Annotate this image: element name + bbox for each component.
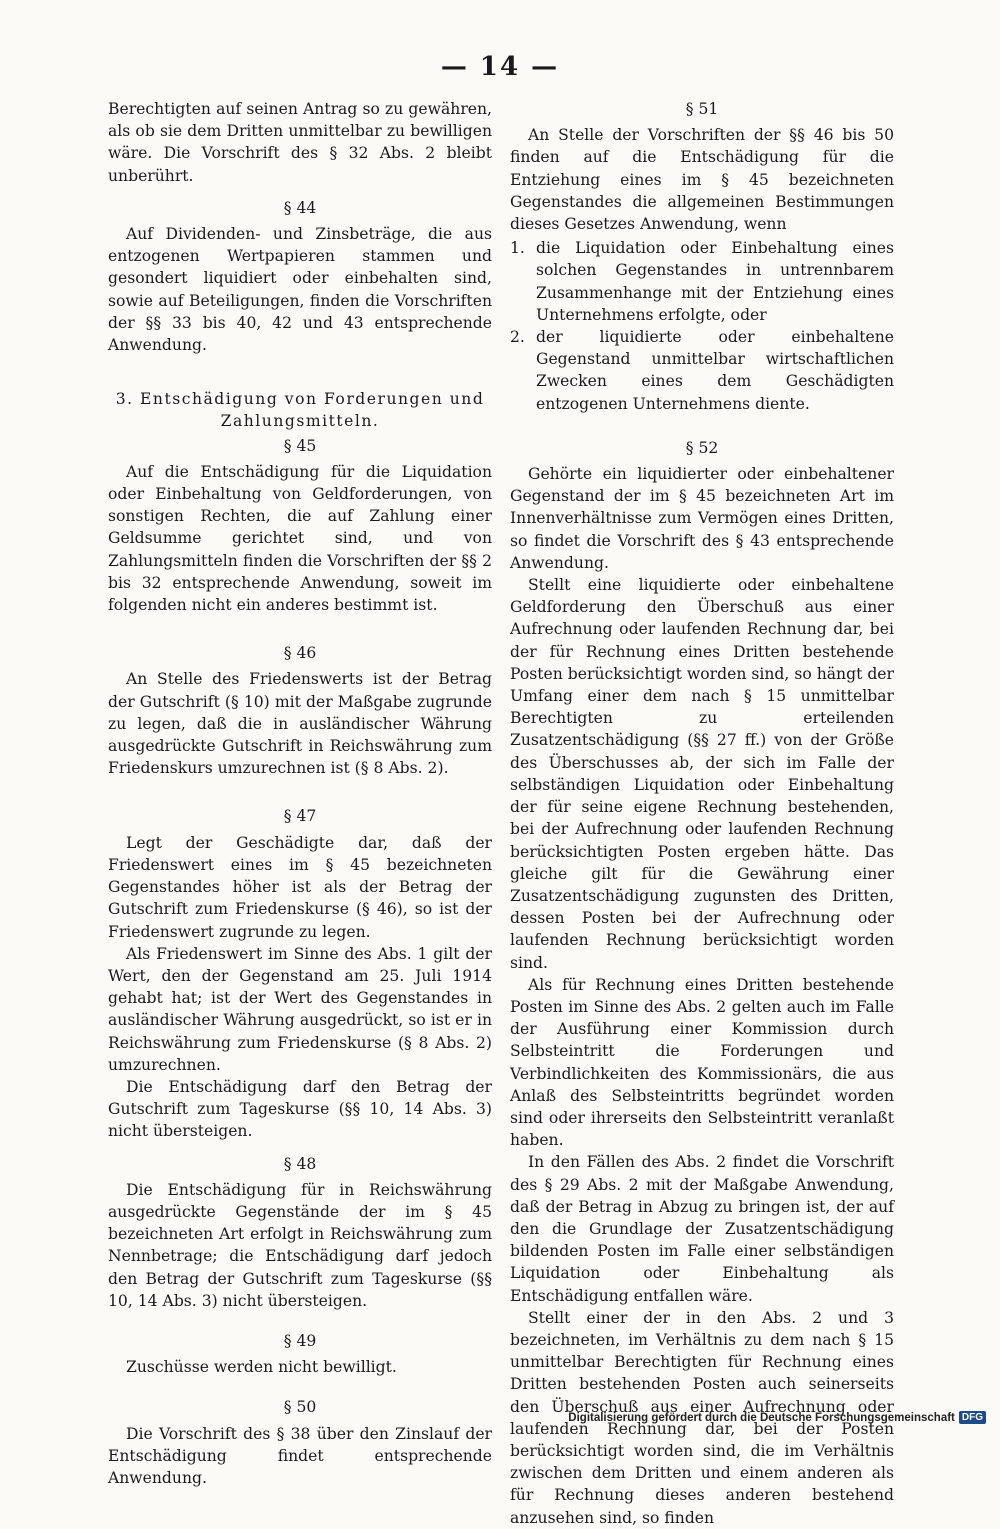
chapter-heading-line1: 3. Entschädigung von Forderungen und [115, 390, 485, 409]
section-46-text: An Stelle des Friedenswerts ist der Betrag der Gutschrift (§ 10) mit der Maßgabe zugrunde zu legen, daß die in ausländischer Währung ausgedrückte Gutschrift in Reichswährung zum Friedenskurs umzurechnen ist (§ 8 Abs. 2). [108, 670, 492, 778]
list-item-number: 2. [510, 328, 525, 347]
list-item-number: 1. [510, 239, 525, 258]
section-44-title: § 44 [283, 198, 317, 217]
section-51-list [510, 237, 894, 415]
left-column [108, 98, 492, 1489]
section-52-paragraph-3: Als für Rechnung eines Dritten bestehende Posten im Sinne des Abs. 2 gelten auch im Falle der Ausführung einer Kommission durch Selbsteintritt die Forderungen und Verbindlichkeiten des Kommissionärs, die aus Anlaß des Selbsteintritts begründet worden sind oder ihrerseits den Selbsteintritt veranlaßt haben. [510, 975, 894, 1150]
paragraph-continuation: Berechtigten auf seinen Antrag so zu gewähren, als ob sie dem Dritten unmittelbar zu bewilligen wäre. Die Vorschrift des § 32 Abs. 2 bleibt unberührt. [108, 100, 492, 185]
section-46-title: § 46 [283, 644, 317, 663]
section-45-title: § 45 [283, 436, 317, 455]
section-51-intro: An Stelle der Vorschriften der §§ 46 bis 50 finden auf die Entschädigung für die Entziehung eines im § 45 bezeichneten Gegenstandes die allgemeinen Bestimmungen dieses Gesetzes Anwendung, wenn [510, 126, 894, 234]
list-item [510, 237, 894, 326]
page-number: — 14 — [440, 52, 560, 82]
list-item-text: die Liquidation oder Einbehaltung eines solchen Gegenstandes in untrennbarem Zusammenhange mit der Entziehung eines Unternehmens erfolgte, oder [536, 239, 894, 324]
section-52-paragraph-4: In den Fällen des Abs. 2 findet die Vorschrift des § 29 Abs. 2 mit der Maßgabe Anwendung, daß der Betrag in Abzug zu bringen ist, der auf den die Grundlage der Zusatzentschädigung bildenden Posten im Falle einer selbständigen Liquidation oder Einbehaltung als Entschädigung entfallen wäre. [510, 1153, 894, 1305]
section-45-text: Auf die Entschädigung für die Liquidation oder Einbehaltung von Geldforderungen, von sonstigen Rechten, die auf Zahlung einer Geldsumme gerichtet sind, und von Zahlungsmitteln finden die Vorschriften der §§ 2 bis 32 entsprechende Anwendung, soweit im folgenden nicht ein anderes bestimmt ist. [108, 462, 492, 615]
section-52-title: § 52 [685, 438, 719, 457]
right-column [510, 98, 894, 1529]
list-item-text: der liquidierte oder einbehaltene Gegenstand unmittelbar wirtschaftlichen Zwecken eines dem Geschädigten entzogenen Unternehmens diente. [536, 328, 894, 413]
section-48-title: § 48 [283, 1154, 317, 1173]
section-49-title: § 49 [283, 1331, 317, 1350]
section-52-paragraph-2: Stellt eine liquidierte oder einbehaltene Geldforderung den Überschuß aus einer Aufrechnung oder laufenden Rechnung dar, bei der für Rechnung eines Dritten bestehende Posten berücksichtigt worden sind, so hängt der Umfang einer dem nach § 15 unmittelbar Berechtigten zu erteilenden Zusatzentschädigung (§§ 27 ff.) von der Größe des Überschusses ab, der sich im Falle der selbständigen Liquidation oder Einbehaltung der für seine eigene Rechnung bestehenden, bei der Aufrechnung oder laufenden Rechnung berücksichtigten Posten ergeben hätte. Das gleiche gilt für die Gewährung einer Zusatzentschädigung zugunsten des Dritten, dessen Posten bei der Aufrechnung oder laufenden Rechnung berücksichtigt worden sind. [510, 576, 894, 972]
section-52-paragraph-5: Stellt einer der in den Abs. 2 und 3 bezeichneten, im Verhältnis zu dem nach § 15 unmittelbar Berechtigten für Rechnung eines Dritten bestehenden Posten auch seinerseits den Überschuß aus einer Aufrechnung oder laufenden Rechnung dar, bei der Posten berücksichtigt worden sind, die im Verhältnis zwischen dem Dritten und einem anderen als für Rechnung dieses anderen bestehend anzusehen sind, so finden [510, 1308, 894, 1527]
section-50-text: Die Vorschrift des § 38 über den Zinslauf der Entschädigung findet entsprechende Anwendung. [108, 1424, 492, 1487]
list-item [510, 326, 894, 415]
section-50-title: § 50 [283, 1398, 317, 1417]
section-47-paragraph-1: Legt der Geschädigte dar, daß der Friedenswert eines im § 45 bezeichneten Gegenstandes höher ist als der Betrag der Gutschrift zum Friedenskurse (§ 46), so ist der Friedenswert zugrunde zu legen. [108, 833, 492, 941]
digitization-credit-text: Digitalisierung gefördert durch die Deutsche Forschungsgemeinschaft [568, 1411, 955, 1424]
section-52-paragraph-1: Gehörte ein liquidierter oder einbehaltener Gegenstand der im § 45 bezeichneten Art im Innenverhältnisse zum Vermögen eines Dritten, so findet die Vorschrift des § 43 entsprechende Anwendung. [510, 465, 894, 572]
section-49-text: Zuschüsse werden nicht bewilligt. [126, 1358, 397, 1377]
section-47-paragraph-2: Als Friedenswert im Sinne des Abs. 1 gilt der Wert, den der Gegenstand am 25. Juli 1914 gehabt hat; ist der Wert des Gegenstandes in ausländischer Währung ausgedrückt, so ist er in Reichswährung zum Friedenskurse (§ 8 Abs. 2) umzurechnen. [108, 944, 492, 1074]
section-48-text: Die Entschädigung für in Reichswährung ausgedrückte Gegenstände der im § 45 bezeichneten Art erfolgt in Reichswährung zum Nennbetrage; die Entschädigung darf jedoch den Betrag der Gutschrift zum Tageskurse (§§ 10, 14 Abs. 3) nicht übersteigen. [108, 1180, 492, 1310]
section-51-title: § 51 [685, 100, 719, 118]
dfg-logo: DFG [959, 1411, 986, 1424]
chapter-heading [108, 388, 492, 432]
digitization-credit [568, 1411, 986, 1424]
section-47-title: § 47 [283, 807, 317, 826]
section-47-paragraph-3: Die Entschädigung darf den Betrag der Gutschrift zum Tageskurse (§§ 10, 14 Abs. 3) nicht übersteigen. [108, 1077, 492, 1141]
chapter-heading-line2: Zahlungsmitteln. [220, 412, 380, 431]
section-44-text: Auf Dividenden- und Zinsbeträge, die aus entzogenen Wertpapieren stammen und gesondert liquidiert oder einbehalten sind, sowie auf Beteiligungen, finden die Vorschriften der §§ 33 bis 40, 42 und 43 entsprechende Anwendung. [108, 225, 492, 355]
